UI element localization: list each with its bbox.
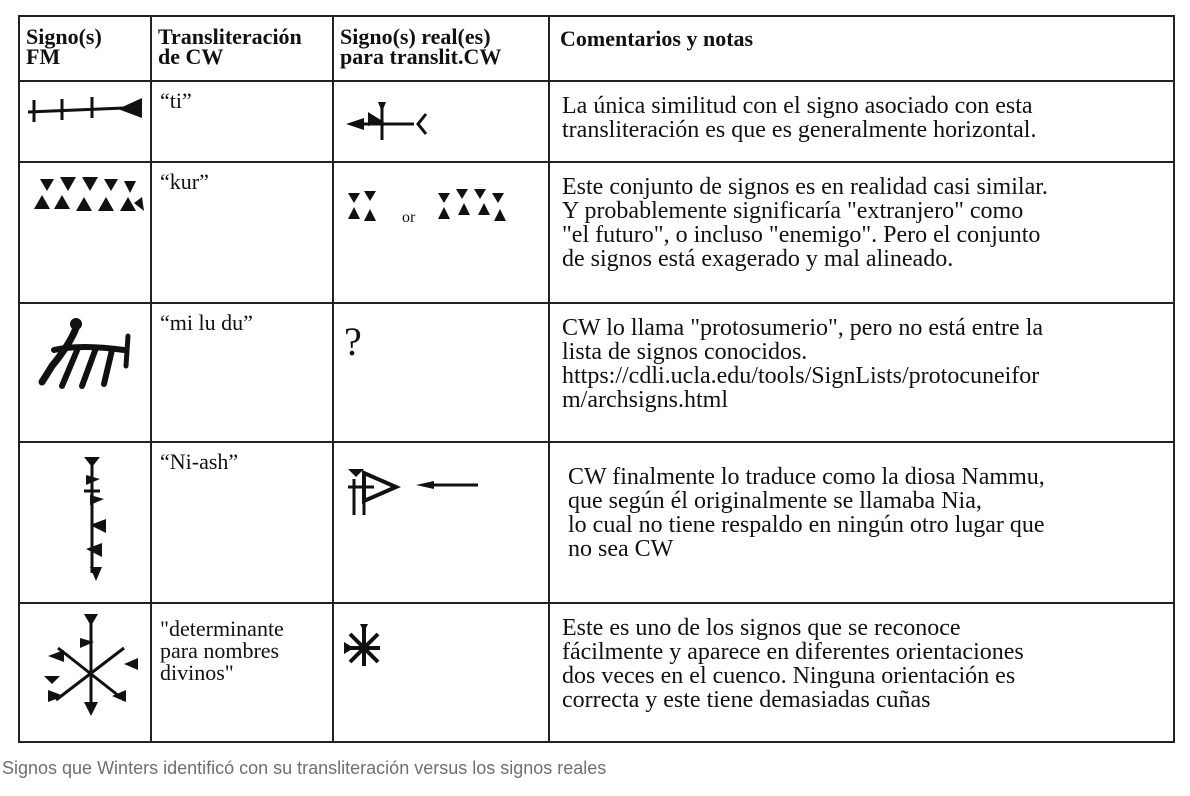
real-sign-cell [333,81,549,162]
figure-caption: Signos que Winters identificó con su transliteración versus los signos reales [2,758,607,778]
fm-sign-cell [19,303,151,442]
vertical-wedge-sign-icon [20,443,150,598]
fm-sign-cell [19,442,151,603]
star-wedge-sign-icon [20,604,150,739]
fm-sign-cell [19,603,151,742]
comment-cell: CW finalmente lo traduce como la diosa Nammu, que según él originalmente se llamaba Nia, lo cual no tiene respaldo en ningún otro lugar que no sea CW [549,442,1174,603]
comment-cell: CW lo llama "protosumerio", pero no está entre la lista de signos conocidos. https://cdli.ucla.edu/tools/SignLists/protocuneifor m/archsigns.html [549,303,1174,442]
ti-cuneiform-sign-icon [334,82,544,160]
table-header-row [19,16,1174,81]
translit-cell: “kur” [151,162,333,303]
comment-cell: La única similitud con el signo asociado con esta transliteración es que es generalmente horizontal. [549,81,1174,162]
translit-cell: "determinante para nombres divinos" [151,603,333,742]
dingir-cuneiform-sign-icon [334,604,544,684]
table-row [19,303,1174,442]
kur-cuneiform-sign-icon [334,163,544,253]
table-row [19,81,1174,162]
real-sign-cell [333,303,549,442]
table-row [19,162,1174,303]
header-comments: Comentarios y notas [549,16,1174,81]
comment-cell: Este conjunto de signos es en realidad casi similar. Y probablemente significaría "extranjero" como "el futuro", o incluso "enemigo". Pero el conjunto de signos está exagerado y mal alineado. [549,162,1174,303]
horizontal-wedge-sign-icon [20,82,150,142]
translit-cell: “ti” [151,81,333,162]
triangle-cluster-sign-icon [20,163,150,233]
signs-comparison-table [18,15,1175,743]
fm-sign-cell [19,81,151,162]
real-sign-cell [333,603,549,742]
header-fm-signs: Signo(s) FM [19,16,151,81]
comb-shaped-sign-icon [20,304,150,414]
table-row [19,603,1174,742]
ni-ash-cuneiform-sign-icon [334,443,544,533]
header-cw-transliteration: Transliteración de CW [151,16,333,81]
header-real-signs: Signo(s) real(es) para translit.CW [333,16,549,81]
unknown-sign-mark: ? [344,319,362,364]
comment-cell: Este es uno de los signos que se reconoce fácilmente y aparece en diferentes orientaciones dos veces en el cuenco. Ninguna orientación es correcta y este tiene demasiadas cuñas [549,603,1174,742]
table-row [19,442,1174,603]
real-sign-cell [333,442,549,603]
or-label: or [402,209,416,226]
translit-cell: “mi lu du” [151,303,333,442]
translit-cell: “Ni-ash” [151,442,333,603]
real-sign-cell [333,162,549,303]
fm-sign-cell [19,162,151,303]
